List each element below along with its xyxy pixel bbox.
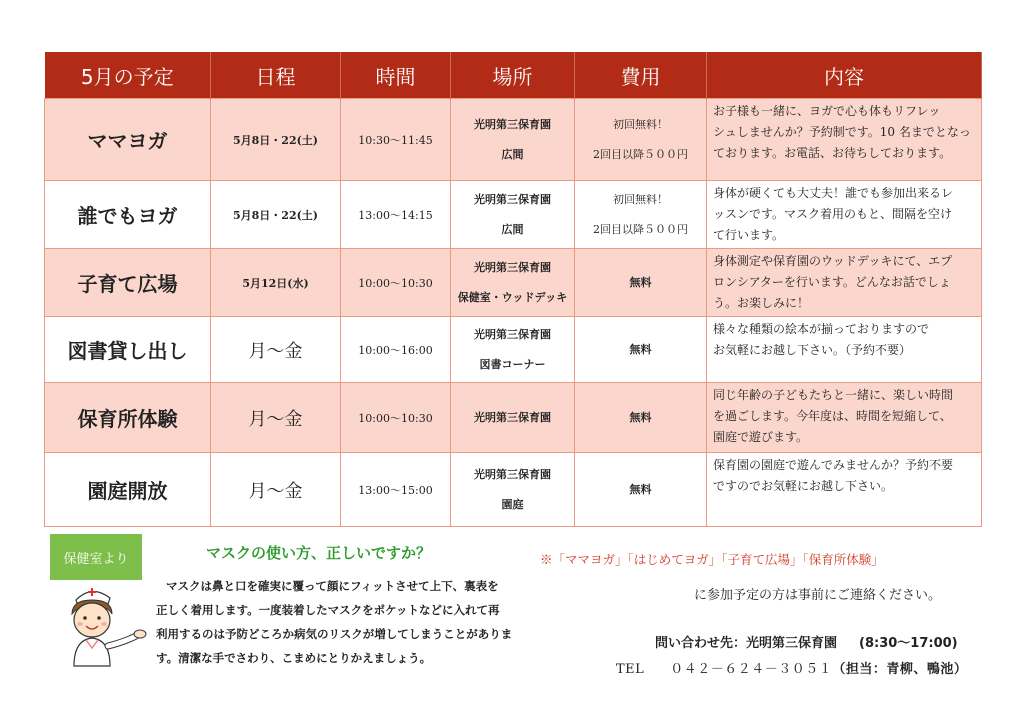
place-line: 園庭 xyxy=(501,497,524,511)
fee-line: 無料 xyxy=(629,275,652,289)
header-content: 内容 xyxy=(707,52,982,99)
header-time: 時間 xyxy=(341,52,451,99)
content-line: ロンシアターを行います。どんなお話でしょ xyxy=(713,275,951,289)
content-line: ております。お電話、お待ちしております。 xyxy=(713,146,952,160)
event-place xyxy=(451,453,575,527)
mask-heading: マスクの使い方、正しいですか？ xyxy=(206,544,432,562)
notice-contact-ahead: に参加予定の方は事前にご連絡ください。 xyxy=(694,588,942,603)
mask-advice xyxy=(156,574,516,670)
event-name: 園庭開放 xyxy=(45,453,211,527)
advice-line: マスクは鼻と口を確実に覆って顔にフィットさせて上下、裏表を xyxy=(166,579,499,593)
notice-events: ※「ママヨガ」「はじめてヨガ」「子育て広場」「保育所体験」 xyxy=(540,552,884,567)
event-time: 13:00〜14:15 xyxy=(341,181,451,249)
content-line: を過ごします。今年度は、時間を短縮して、 xyxy=(713,409,952,423)
place-line: 光明第三保育園 xyxy=(474,467,551,481)
fee-line: 2回目以降５００円 xyxy=(593,147,688,161)
event-time: 13:00〜15:00 xyxy=(341,453,451,527)
health-room-badge: 保健室より xyxy=(50,534,142,580)
content-line: ですのでお気軽にお越し下さい。 xyxy=(713,479,894,493)
event-date: 月〜金 xyxy=(211,317,341,383)
header-place: 場所 xyxy=(451,52,575,99)
event-content xyxy=(707,181,982,249)
advice-line: 利用するのは予防どころか病気のリスクが増してしまうことがありま xyxy=(156,627,513,641)
content-line: う。お楽しみに！ xyxy=(713,296,810,310)
table-row xyxy=(45,99,982,181)
content-line: 園庭で遊びます。 xyxy=(713,430,809,444)
event-place xyxy=(451,383,575,453)
content-line: 同じ年齢の子どもたちと一緒に、楽しい時間 xyxy=(713,388,954,402)
event-place xyxy=(451,181,575,249)
event-time: 10:00〜16:00 xyxy=(341,317,451,383)
table-row xyxy=(45,453,982,527)
contact-person: （担当：青柳、鴨池） xyxy=(832,662,968,677)
header-fee: 費用 xyxy=(575,52,707,99)
event-content xyxy=(707,317,982,383)
contact-phone xyxy=(616,658,967,677)
place-line: 広間 xyxy=(501,147,524,161)
event-name: ママヨガ xyxy=(45,99,211,181)
event-content xyxy=(707,383,982,453)
event-fee xyxy=(575,383,707,453)
event-name: 保育所体験 xyxy=(45,383,211,453)
event-date: 月〜金 xyxy=(211,383,341,453)
place-line: 光明第三保育園 xyxy=(474,192,551,206)
event-date: 5月8日・22(土) xyxy=(211,99,341,181)
fee-line: 初回無料！ xyxy=(613,192,668,206)
schedule-header-row xyxy=(45,52,982,99)
event-time: 10:00〜10:30 xyxy=(341,383,451,453)
tel-number: ０４２－６２４－３０５１ xyxy=(670,662,833,677)
place-line: 光明第三保育園 xyxy=(474,260,551,274)
event-date: 5月12日(水) xyxy=(211,249,341,317)
event-time: 10:30〜11:45 xyxy=(341,99,451,181)
fee-line: 無料 xyxy=(629,410,652,424)
place-line: 保健室・ウッドデッキ xyxy=(457,290,568,304)
advice-line: す。清潔な手でさわり、こまめにとりかえましょう。 xyxy=(156,651,432,665)
place-line: 光明第三保育園 xyxy=(474,410,551,424)
table-row xyxy=(45,181,982,249)
header-schedule: 5月の予定 xyxy=(45,52,211,99)
event-name: 図書貸し出し xyxy=(45,317,211,383)
content-line: 様々な種類の絵本が揃っておりますので xyxy=(713,322,930,336)
event-time: 10:00〜10:30 xyxy=(341,249,451,317)
event-fee xyxy=(575,181,707,249)
event-fee xyxy=(575,453,707,527)
event-date: 5月8日・22(土) xyxy=(211,181,341,249)
tel-label: TEL xyxy=(616,662,645,677)
fee-line: 無料 xyxy=(629,482,652,496)
place-line: 広間 xyxy=(501,222,524,236)
event-content xyxy=(707,249,982,317)
header-date: 日程 xyxy=(211,52,341,99)
fee-line: 初回無料！ xyxy=(613,117,668,131)
contact-hours: (8:30〜17:00) xyxy=(859,636,958,651)
content-line: て行います。 xyxy=(713,228,785,242)
event-name: 誰でもヨガ xyxy=(45,181,211,249)
fee-line: 無料 xyxy=(629,342,652,356)
content-line: お子様も一緒に、ヨガで心も体もリフレッ xyxy=(713,104,941,118)
event-content xyxy=(707,99,982,181)
nurse-illustration xyxy=(52,580,152,668)
place-line: 光明第三保育園 xyxy=(474,117,551,131)
content-line: 身体が硬くても大丈夫！誰でも参加出来るレ xyxy=(713,186,954,200)
event-place xyxy=(451,249,575,317)
event-date: 月〜金 xyxy=(211,453,341,527)
place-line: 図書コーナー xyxy=(479,357,546,371)
content-line: 身体測定や保育園のウッドデッキにて、エプ xyxy=(713,254,953,268)
event-place xyxy=(451,99,575,181)
fee-line: 2回目以降５００円 xyxy=(593,222,688,236)
table-row xyxy=(45,249,982,317)
event-place xyxy=(451,317,575,383)
table-row xyxy=(45,383,982,453)
contact-info xyxy=(655,632,958,651)
advice-line: 正しく着用します。一度装着したマスクをポケットなどに入れて再 xyxy=(156,603,500,617)
content-line: シュしませんか？予約制です。10 名までとなっ xyxy=(713,125,971,139)
content-line: 保育園の園庭で遊んでみませんか？予約不要 xyxy=(713,458,954,472)
schedule-table xyxy=(44,52,982,527)
event-name: 子育て広場 xyxy=(45,249,211,317)
content-line: お気軽にお越し下さい。（予約不要） xyxy=(713,343,912,357)
content-line: ッスンです。マスク着用のもと、間隔を空け xyxy=(713,207,953,221)
place-line: 光明第三保育園 xyxy=(474,327,551,341)
event-content xyxy=(707,453,982,527)
contact-label: 問い合わせ先：光明第三保育園 xyxy=(655,636,838,651)
event-fee xyxy=(575,317,707,383)
event-fee xyxy=(575,99,707,181)
table-row xyxy=(45,317,982,383)
event-fee xyxy=(575,249,707,317)
